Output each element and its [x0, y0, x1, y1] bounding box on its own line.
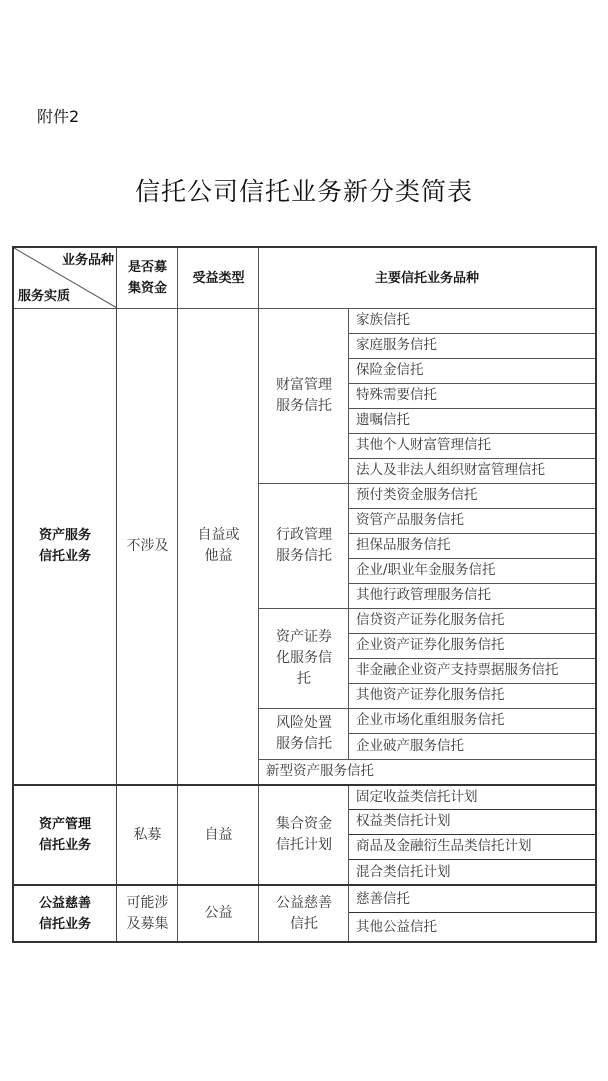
category-line: 公益慈善: [38, 895, 91, 911]
list-item: 特殊需要信托: [356, 387, 437, 403]
raise-funds-value: [117, 886, 178, 941]
list-item: 家庭服务信托: [356, 337, 437, 353]
category-line: 信托业务: [38, 549, 91, 564]
category-asset-service: [14, 308, 116, 784]
group-administrative-management: [259, 483, 349, 608]
standalone-item-new-asset-service: 新型资产服务信托: [266, 763, 374, 779]
category-line: 资产管理: [38, 817, 91, 832]
category-asset-management: [14, 785, 116, 885]
list-item: 企业破产服务信托: [356, 737, 464, 754]
group-line: 服务信托: [276, 735, 332, 752]
list-item: 慈善信托: [356, 890, 410, 907]
group-risk-disposal: [259, 708, 349, 759]
list-item: 固定收益类信托计划: [356, 788, 478, 805]
group-line: 公益慈善: [276, 894, 332, 911]
benefit-type-value: 自益: [204, 826, 233, 843]
category-line: 信托业务: [38, 838, 91, 853]
group-line: 风险处置: [276, 714, 332, 731]
raise-funds-line: 及募集: [126, 915, 169, 932]
raise-funds-value: 不涉及: [126, 537, 169, 554]
list-item: 其他资产证券化服务信托: [356, 687, 505, 703]
group-asset-securitization: [259, 608, 349, 708]
list-item: 预付类资金服务信托: [356, 487, 478, 503]
list-item: 权益类信托计划: [356, 813, 451, 829]
raise-funds-line: 可能涉: [126, 894, 169, 911]
list-item: 企业市场化重组服务信托: [356, 712, 505, 728]
header-benefit-type: 受益类型: [192, 270, 245, 286]
group-line: 托: [297, 670, 311, 687]
group-line: 财富管理: [276, 376, 332, 393]
document-title: 信托公司信托业务新分类简表: [134, 177, 473, 206]
list-item: 担保品服务信托: [356, 537, 451, 553]
header-business-variety: 业务品种: [61, 252, 114, 268]
raise-funds-value: 私募: [133, 826, 162, 843]
header-service-nature: 服务实质: [18, 288, 71, 304]
classification-table: [12, 246, 597, 943]
group-wealth-management: [259, 308, 349, 483]
list-item: 信贷资产证券化服务信托: [356, 612, 505, 628]
group-line: 信托计划: [276, 837, 332, 853]
attachment-label: 附件2: [37, 107, 80, 126]
list-item: 遗嘱信托: [356, 412, 410, 428]
group-line: 服务信托: [276, 547, 332, 564]
group-line: 服务信托: [276, 397, 332, 414]
list-item: 其他行政管理服务信托: [356, 587, 491, 603]
list-item: 其他公益信托: [356, 918, 437, 935]
list-item: 法人及非法人组织财富管理信托: [356, 462, 545, 478]
benefit-line: 自益或: [197, 527, 240, 543]
list-item: 非金融企业资产支持票据服务信托: [356, 662, 559, 678]
group-collective-fund-plan: [259, 785, 349, 885]
group-line: 资产证券: [276, 628, 332, 645]
group-charity-trust: [259, 886, 349, 941]
list-item: 其他个人财富管理信托: [356, 437, 491, 453]
list-item: 企业/职业年金服务信托: [356, 562, 496, 578]
list-item: 混合类信托计划: [356, 863, 451, 880]
list-item: 保险金信托: [356, 362, 424, 378]
benefit-type-value: 公益: [204, 905, 233, 921]
header-raise-funds-line1: 是否募: [127, 260, 167, 275]
group-line: 信托: [290, 915, 318, 932]
group-line: 行政管理: [276, 526, 332, 543]
header-raise-funds: [117, 248, 178, 308]
category-line: 信托业务: [38, 916, 91, 932]
list-item: 企业资产证券化服务信托: [356, 637, 505, 653]
group-line: 集合资金: [276, 816, 332, 832]
benefit-line: 他益: [204, 548, 233, 564]
list-item: 资管产品服务信托: [356, 512, 464, 528]
category-public-welfare: [14, 886, 116, 941]
header-raise-funds-line2: 集资金: [127, 281, 167, 296]
list-item: 商品及金融衍生品类信托计划: [356, 838, 532, 854]
category-line: 资产服务: [38, 528, 91, 543]
header-main-varieties: 主要信托业务品种: [374, 270, 479, 286]
group-line: 化服务信: [276, 649, 332, 666]
benefit-type-value: [178, 308, 259, 784]
list-item: 家族信托: [356, 312, 410, 328]
